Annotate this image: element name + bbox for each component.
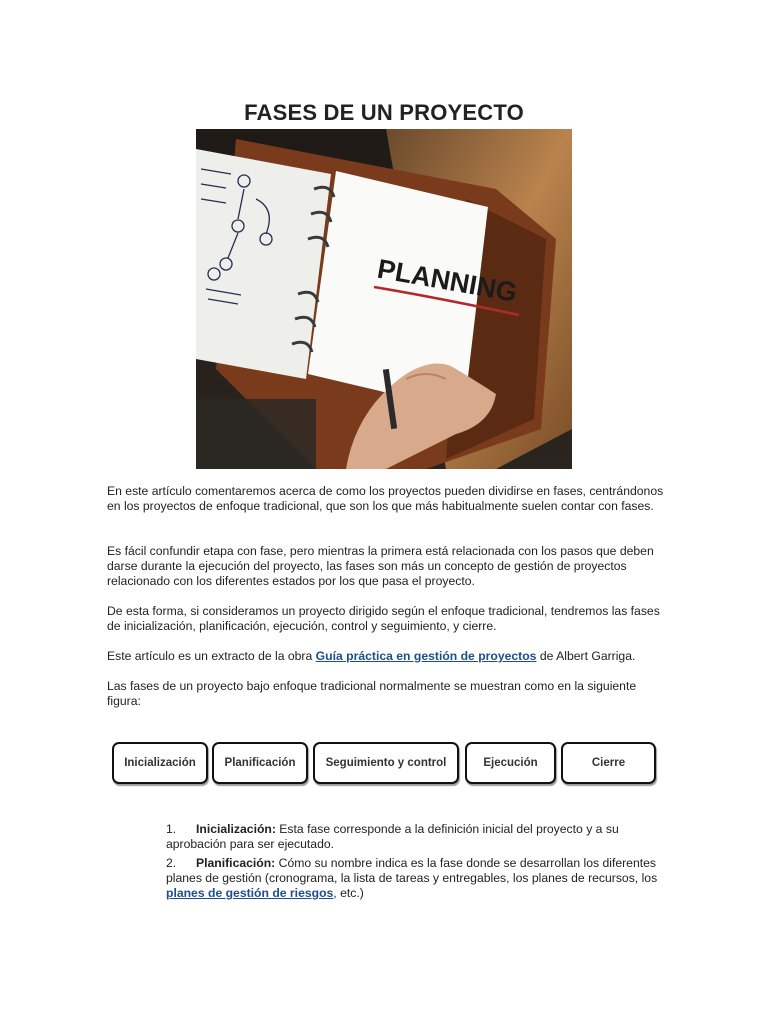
phase-planificacion: Planificación [212,742,308,784]
paragraph-figura-intro: Las fases de un proyecto bajo enfoque tradicional normalmente se muestran como en la siguiente figura: [107,679,637,708]
extracto-text-before: Este artículo es un extracto de la obra [107,649,316,663]
planning-word: PLANNING [375,253,520,308]
list-text: Cómo su nombre indica es la fase donde se desarrollan los diferentes planes de gestión (cronograma, la lista de tareas y entregables, los planes de recursos, los [166,856,658,885]
planning-notebook-photo [196,129,572,469]
list-number: 2. [166,856,177,870]
list-item-planificacion [166,856,661,901]
phase-cierre: Cierre [561,742,656,784]
list-term: Planificación: [196,856,276,870]
extracto-text-after: de Albert Garriga. [536,649,636,663]
guia-practica-link[interactable]: Guía práctica en gestión de proyectos [315,649,537,663]
list-term: Inicialización: [196,822,276,836]
phase-ejecucion: Ejecución [465,742,556,784]
notebook-illustration [196,129,572,469]
paragraph-intro: En este artículo comentaremos acerca de como los proyectos pueden dividirse en fases, centrándonos en los proyectos de enfoque tradicional, que son los que más habitualmente suelen contar con fases. [107,484,664,513]
list-number: 1. [166,822,177,836]
page-title: FASES DE UN PROYECTO [244,100,524,125]
paragraph-fases-enfoque: De esta forma, si consideramos un proyecto dirigido según el enfoque tradicional, tendremos las fases de inicialización, planificación, ejecución, control y seguimiento, y cierre. [107,604,660,633]
planes-riesgos-link[interactable]: planes de gestión de riesgos [166,886,334,900]
phases-diagram [110,739,660,791]
paragraph-extracto [107,649,667,664]
phase-inicializacion: Inicialización [112,742,208,784]
phase-seguimiento-control: Seguimiento y control [313,742,459,784]
paragraph-etapa-fase: Es fácil confundir etapa con fase, pero mientras la primera está relacionada con los pasos que deben darse durante la ejecución del proyecto, las fases son más un concepto de gestión de proyectos relacionado con los diferentes estados por los que pasa el proyecto. [107,544,654,588]
list-text: Esta fase corresponde a la definición inicial del proyecto y a su aprobación para ser ejecutado. [166,822,619,851]
list-text-after: , etc.) [333,886,364,900]
list-item-inicializacion [166,822,661,852]
